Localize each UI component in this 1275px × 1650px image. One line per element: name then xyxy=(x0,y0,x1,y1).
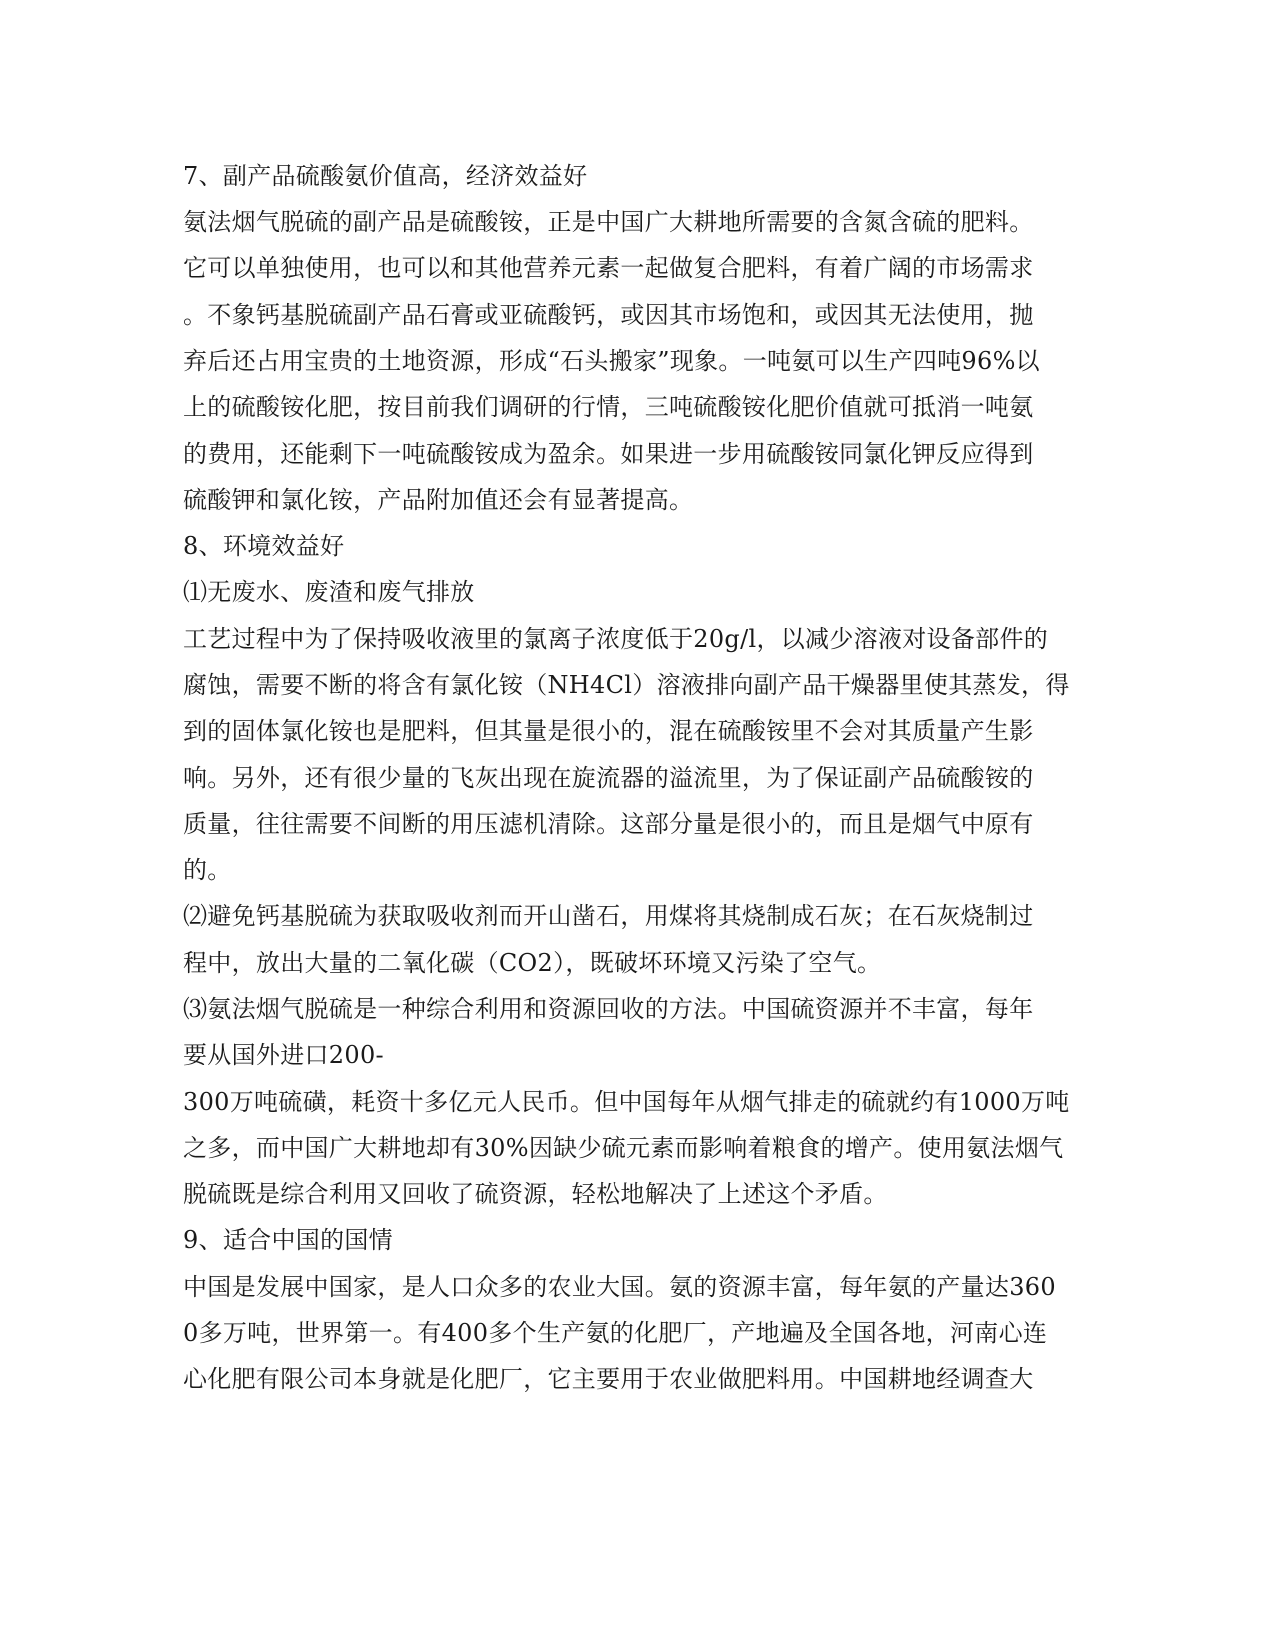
paragraph-line: 它可以单独使用，也可以和其他营养元素一起做复合肥料，有着广阔的市场需求 xyxy=(183,254,1034,282)
section-heading-7: 7、副产品硫酸氨价值高，经济效益好 xyxy=(183,162,588,190)
paragraph-line: 。不象钙基脱硫副产品石膏或亚硫酸钙，或因其市场饱和，或因其无法使用，抛 xyxy=(183,301,1034,329)
section-heading-9: 9、适合中国的国情 xyxy=(183,1226,393,1254)
paragraph-line: 中国是发展中国家，是人口众多的农业大国。氨的资源丰富，每年氨的产量达360 xyxy=(183,1273,1056,1301)
paragraph-line: 响。另外，还有很少量的飞灰出现在旋流器的溢流里，为了保证副产品硫酸铵的 xyxy=(183,764,1034,792)
subsection-heading: ⑴无废水、废渣和废气排放 xyxy=(183,578,475,606)
paragraph-line: 腐蚀，需要不断的将含有氯化铵（NH4Cl）溶液排向副产品干燥器里使其蒸发，得 xyxy=(183,671,1070,699)
paragraph-line: ⑶氨法烟气脱硫是一种综合利用和资源回收的方法。中国硫资源并不丰富，每年 xyxy=(183,995,1034,1023)
paragraph-line: 氨法烟气脱硫的副产品是硫酸铵，正是中国广大耕地所需要的含氮含硫的肥料。 xyxy=(183,208,1034,236)
paragraph-line: 弃后还占用宝贵的土地资源，形成“石头搬家”现象。一吨氨可以生产四吨96%以 xyxy=(183,347,1040,375)
paragraph-line: 脱硫既是综合利用又回收了硫资源，轻松地解决了上述这个矛盾。 xyxy=(183,1180,888,1208)
paragraph-line: ⑵避免钙基脱硫为获取吸收剂而开山凿石，用煤将其烧制成石灰；在石灰烧制过 xyxy=(183,902,1034,930)
paragraph-line: 的费用，还能剩下一吨硫酸铵成为盈余。如果进一步用硫酸铵同氯化钾反应得到 xyxy=(183,440,1034,468)
paragraph-line: 心化肥有限公司本身就是化肥厂，它主要用于农业做肥料用。中国耕地经调查大 xyxy=(183,1365,1034,1393)
paragraph-line: 要从国外进口200- xyxy=(183,1041,384,1069)
paragraph-line: 硫酸钾和氯化铵，产品附加值还会有显著提高。 xyxy=(183,486,694,514)
paragraph-line: 的。 xyxy=(183,856,232,884)
paragraph-line: 工艺过程中为了保持吸收液里的氯离子浓度低于20g/l，以减少溶液对设备部件的 xyxy=(183,625,1049,653)
paragraph-line: 之多，而中国广大耕地却有30%因缺少硫元素而影响着粮食的增产。使用氨法烟气 xyxy=(183,1134,1064,1162)
paragraph-line: 程中，放出大量的二氧化碳（CO2），既破坏环境又污染了空气。 xyxy=(183,949,882,977)
paragraph-line: 上的硫酸铵化肥，按目前我们调研的行情，三吨硫酸铵化肥价值就可抵消一吨氨 xyxy=(183,393,1034,421)
paragraph-line: 0多万吨，世界第一。有400多个生产氨的化肥厂，产地遍及全国各地，河南心连 xyxy=(183,1319,1048,1347)
paragraph-line: 到的固体氯化铵也是肥料，但其量是很小的，混在硫酸铵里不会对其质量产生影 xyxy=(183,717,1034,745)
paragraph-line: 质量，往往需要不间断的用压滤机清除。这部分量是很小的，而且是烟气中原有 xyxy=(183,810,1034,838)
section-heading-8: 8、环境效益好 xyxy=(183,532,345,560)
paragraph-line: 300万吨硫磺，耗资十多亿元人民币。但中国每年从烟气排走的硫就约有1000万吨 xyxy=(183,1088,1070,1116)
